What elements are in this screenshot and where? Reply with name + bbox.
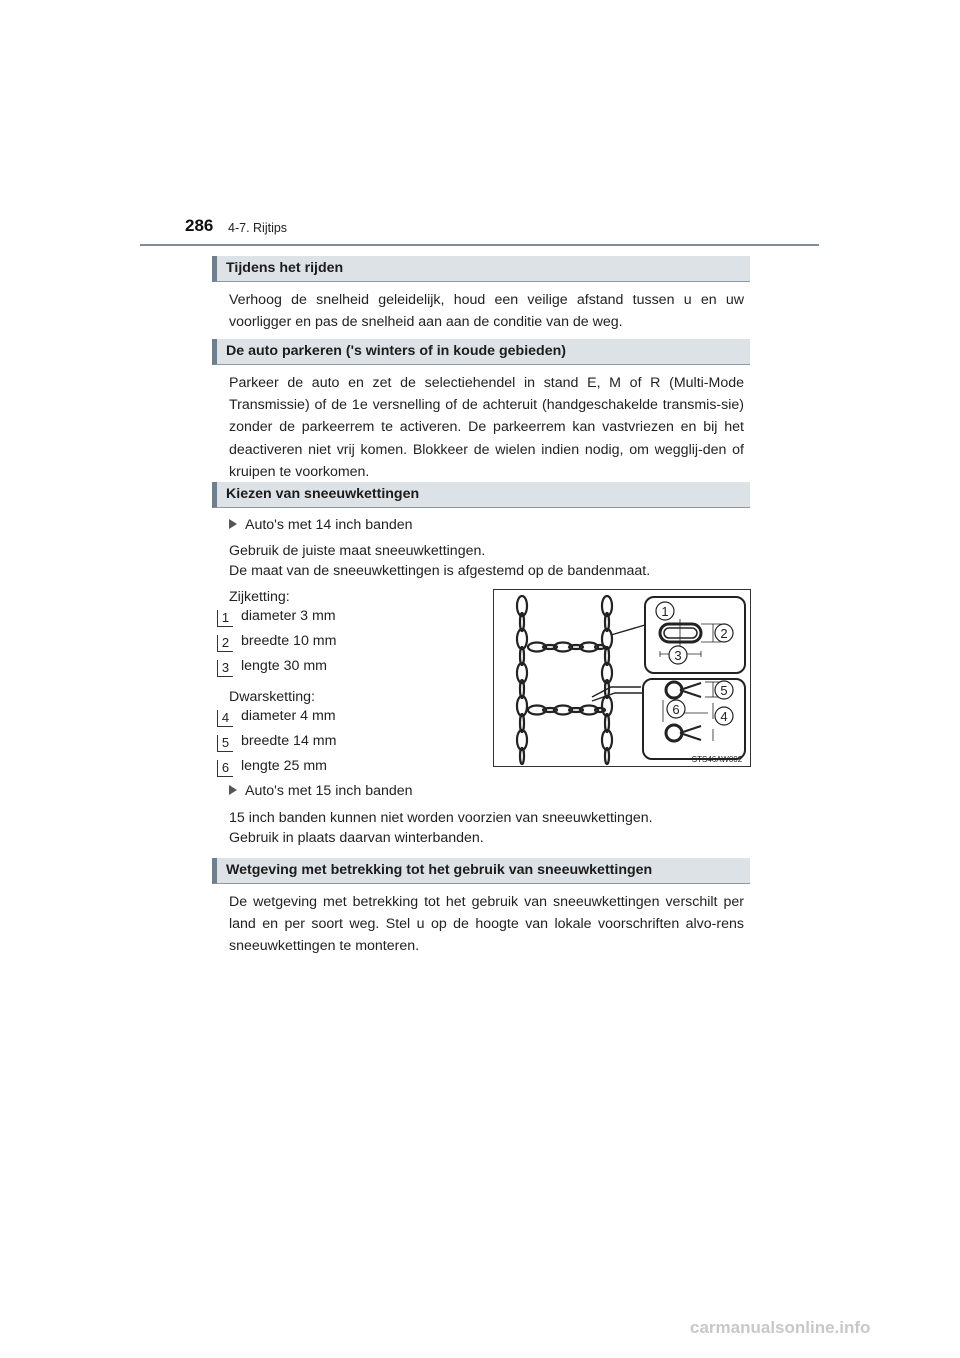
spec-number: 2 <box>217 635 233 652</box>
paragraph-parking: Parkeer de auto en zet de selectiehendel in stand E, M of R (Multi-Mode Transmissie) of de 1e versnelling of de achteruit (handgeschakelde transmis-sie) zonder de parkeerrem te activeren. De parkeerrem kan vastvriezen en bij het deactiveren niet vrij komen. Blokkeer de wielen indien nodig, om wegglij-den of kruipen te voorkomen. <box>229 375 744 480</box>
callout-3: 3 <box>674 648 682 663</box>
spec-item <box>217 608 336 627</box>
spec-text: breedte 10 mm <box>241 633 337 649</box>
page-number: 286 <box>185 216 214 235</box>
spec-item <box>217 708 336 727</box>
breadcrumb: 4-7. Rijtips <box>228 221 288 235</box>
spec-text: lengte 25 mm <box>241 758 327 774</box>
callout-5: 5 <box>720 683 728 698</box>
paragraph-driving: Verhoog de snelheid geleidelijk, houd een veilige afstand tussen u en uw voorligger en pas de snelheid aan aan de conditie van de weg. <box>229 292 744 331</box>
callout-2: 2 <box>720 626 728 641</box>
figure-code: STS46AW002 <box>691 755 743 764</box>
spec-item <box>217 733 336 752</box>
spec-number: 4 <box>217 710 233 727</box>
spec-number: 1 <box>217 610 233 627</box>
snow-chain-illustration <box>493 589 751 767</box>
bullet-triangle-icon <box>229 519 237 529</box>
spec-number: 6 <box>217 760 233 777</box>
bullet-15-inch <box>229 783 413 799</box>
callout-4: 4 <box>720 709 728 724</box>
bullet-triangle-icon <box>229 785 237 795</box>
section-heading-parking <box>212 339 750 365</box>
header-rule <box>140 244 819 246</box>
snow-chain-figure <box>493 589 751 767</box>
section-heading-text: Wetgeving met betrekking tot het gebruik van sneeuwkettingen <box>226 862 653 878</box>
callout-6: 6 <box>672 702 680 717</box>
cross-chain-label: Dwarsketting: <box>229 689 315 705</box>
note-15-inch-1: 15 inch banden kunnen niet worden voorzien van sneeuwkettingen. <box>229 810 653 826</box>
section-heading-legislation <box>212 858 750 884</box>
bullet-text: Auto's met 15 inch banden <box>245 783 413 799</box>
paragraph-legislation: De wetgeving met betrekking tot het gebruik van sneeuwkettingen verschilt per land en per soort weg. Stel u op de hoogte van lokale voorschriften alvo-rens sneeuwkettingen te monteren. <box>229 894 744 955</box>
section-heading-text: De auto parkeren ('s winters of in koude gebieden) <box>226 343 566 359</box>
section-heading-text: Kiezen van sneeuwkettingen <box>226 486 420 502</box>
section-heading-text: Tijdens het rijden <box>226 260 344 276</box>
spec-item <box>217 633 336 652</box>
spec-item <box>217 658 327 677</box>
spec-item <box>217 758 327 777</box>
spec-text: lengte 30 mm <box>241 658 327 674</box>
section-heading-driving <box>212 256 750 282</box>
bullet-text: Auto's met 14 inch banden <box>245 517 413 533</box>
spec-text: breedte 14 mm <box>241 733 337 749</box>
spec-text: diameter 3 mm <box>241 608 336 624</box>
chains-intro-2: De maat van de sneeuwkettingen is afgestemd op de bandenmaat. <box>229 563 651 579</box>
spec-text: diameter 4 mm <box>241 708 336 724</box>
spec-number: 5 <box>217 735 233 752</box>
section-heading-chains <box>212 482 750 508</box>
chains-intro-1: Gebruik de juiste maat sneeuwkettingen. <box>229 543 486 559</box>
callout-1: 1 <box>661 604 669 619</box>
spec-number: 3 <box>217 660 233 677</box>
watermark-logo: carmanualsonline.info <box>690 1318 871 1337</box>
side-chain-label: Zijketting: <box>229 589 290 605</box>
bullet-14-inch <box>229 517 413 533</box>
note-15-inch-2: Gebruik in plaats daarvan winterbanden. <box>229 830 484 846</box>
